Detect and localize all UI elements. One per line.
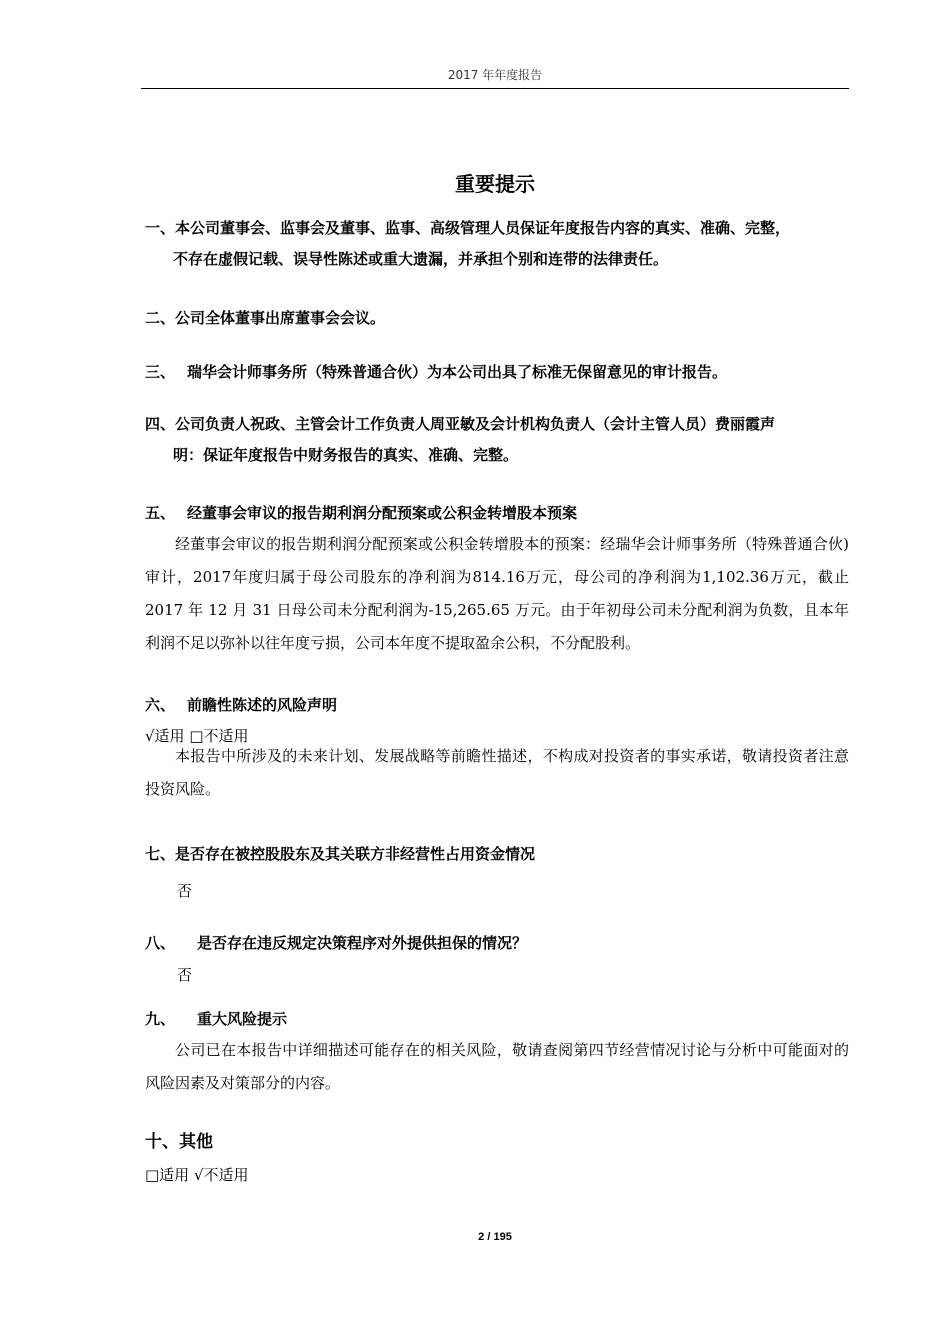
section-9-title: 重大风险提示 [197, 1010, 288, 1028]
section-2-number: 二、 [145, 309, 176, 327]
section-5-title: 经董事会审议的报告期利润分配预案或公积金转增股本预案 [187, 504, 578, 522]
section-3 [145, 361, 727, 382]
section-10-number: 十、 [145, 1132, 179, 1152]
section-4-number: 四、 [145, 415, 176, 433]
section-7-title: 是否存在被控股股东及其关联方非经营性占用资金情况 [175, 845, 536, 863]
section-1-number: 一、 [145, 219, 176, 237]
section-9-body: 公司已在本报告中详细描述可能存在的相关风险，敬请查阅第四节经营情况讨论与分析中可能面对的风险因素及对策部分的内容。 [145, 1041, 849, 1092]
section-8-title: 是否存在违反规定决策程序对外提供担保的情况？ [197, 934, 528, 952]
section-9-heading [145, 1008, 287, 1029]
section-9-number: 九、 [145, 1010, 176, 1028]
section-10-checkbox: □适用 √不适用 [145, 1166, 249, 1184]
page-header: 2017 年年度报告 [447, 68, 543, 82]
section-8-heading [145, 932, 527, 953]
section-7-answer: 否 [177, 882, 193, 900]
section-3-number: 三、 [145, 363, 176, 381]
section-6-heading [145, 694, 337, 715]
section-10-title: 其他 [179, 1132, 213, 1152]
section-2 [145, 307, 385, 328]
section-5-number: 五、 [145, 504, 176, 522]
section-5-heading [145, 502, 577, 523]
section-6-checkbox: √适用 □不适用 [145, 727, 249, 745]
page-number: 2 / 195 [478, 1231, 512, 1243]
section-3-text: 瑞华会计师事务所（特殊普通合伙）为本公司出具了标准无保留意见的审计报告。 [187, 363, 728, 381]
section-4-line2: 明：保证年度报告中财务报告的真实、准确、完整。 [173, 446, 519, 464]
section-1 [145, 213, 790, 275]
section-1-line2: 不存在虚假记载、误导性陈述或重大遗漏，并承担个别和连带的法律责任。 [173, 250, 669, 268]
section-6-number: 六、 [145, 696, 176, 714]
header-divider [141, 88, 849, 89]
page-title: 重要提示 [455, 172, 535, 196]
section-7-heading [145, 843, 535, 864]
section-8-number: 八、 [145, 934, 176, 952]
section-7-number: 七、 [145, 845, 176, 863]
section-4-line1: 公司负责人祝政、主管会计工作负责人周亚敏及会计机构负责人（会计主管人员）费丽霞声 [175, 415, 776, 433]
section-4 [145, 409, 775, 471]
section-10-heading [145, 1127, 213, 1152]
section-5-body: 经董事会审议的报告期利润分配预案或公积金转增股本的预案：经瑞华会计师事务所（特殊普通合伙)审计，2017年度归属于母公司股东的净利润为814.16万元，母公司的净利润为1,102.36万元，截止 2017 年 12 月 31 日母公司未分配利润为-15,265.65 万元。由于年初母公司未分配利润为负数，且本年利润不足以弥补以往年度亏损，公司本年度不提取盈余公积，不分配股利。 [145, 535, 849, 652]
section-8-answer: 否 [177, 966, 193, 984]
section-1-line1: 本公司董事会、监事会及董事、监事、高级管理人员保证年度报告内容的真实、准确、完整， [175, 219, 791, 237]
section-2-text: 公司全体董事出席董事会会议。 [175, 309, 386, 327]
section-6-title: 前瞻性陈述的风险声明 [187, 696, 338, 714]
section-6-body: 本报告中所涉及的未来计划、发展战略等前瞻性描述，不构成对投资者的事实承诺，敬请投资者注意投资风险。 [145, 747, 849, 798]
